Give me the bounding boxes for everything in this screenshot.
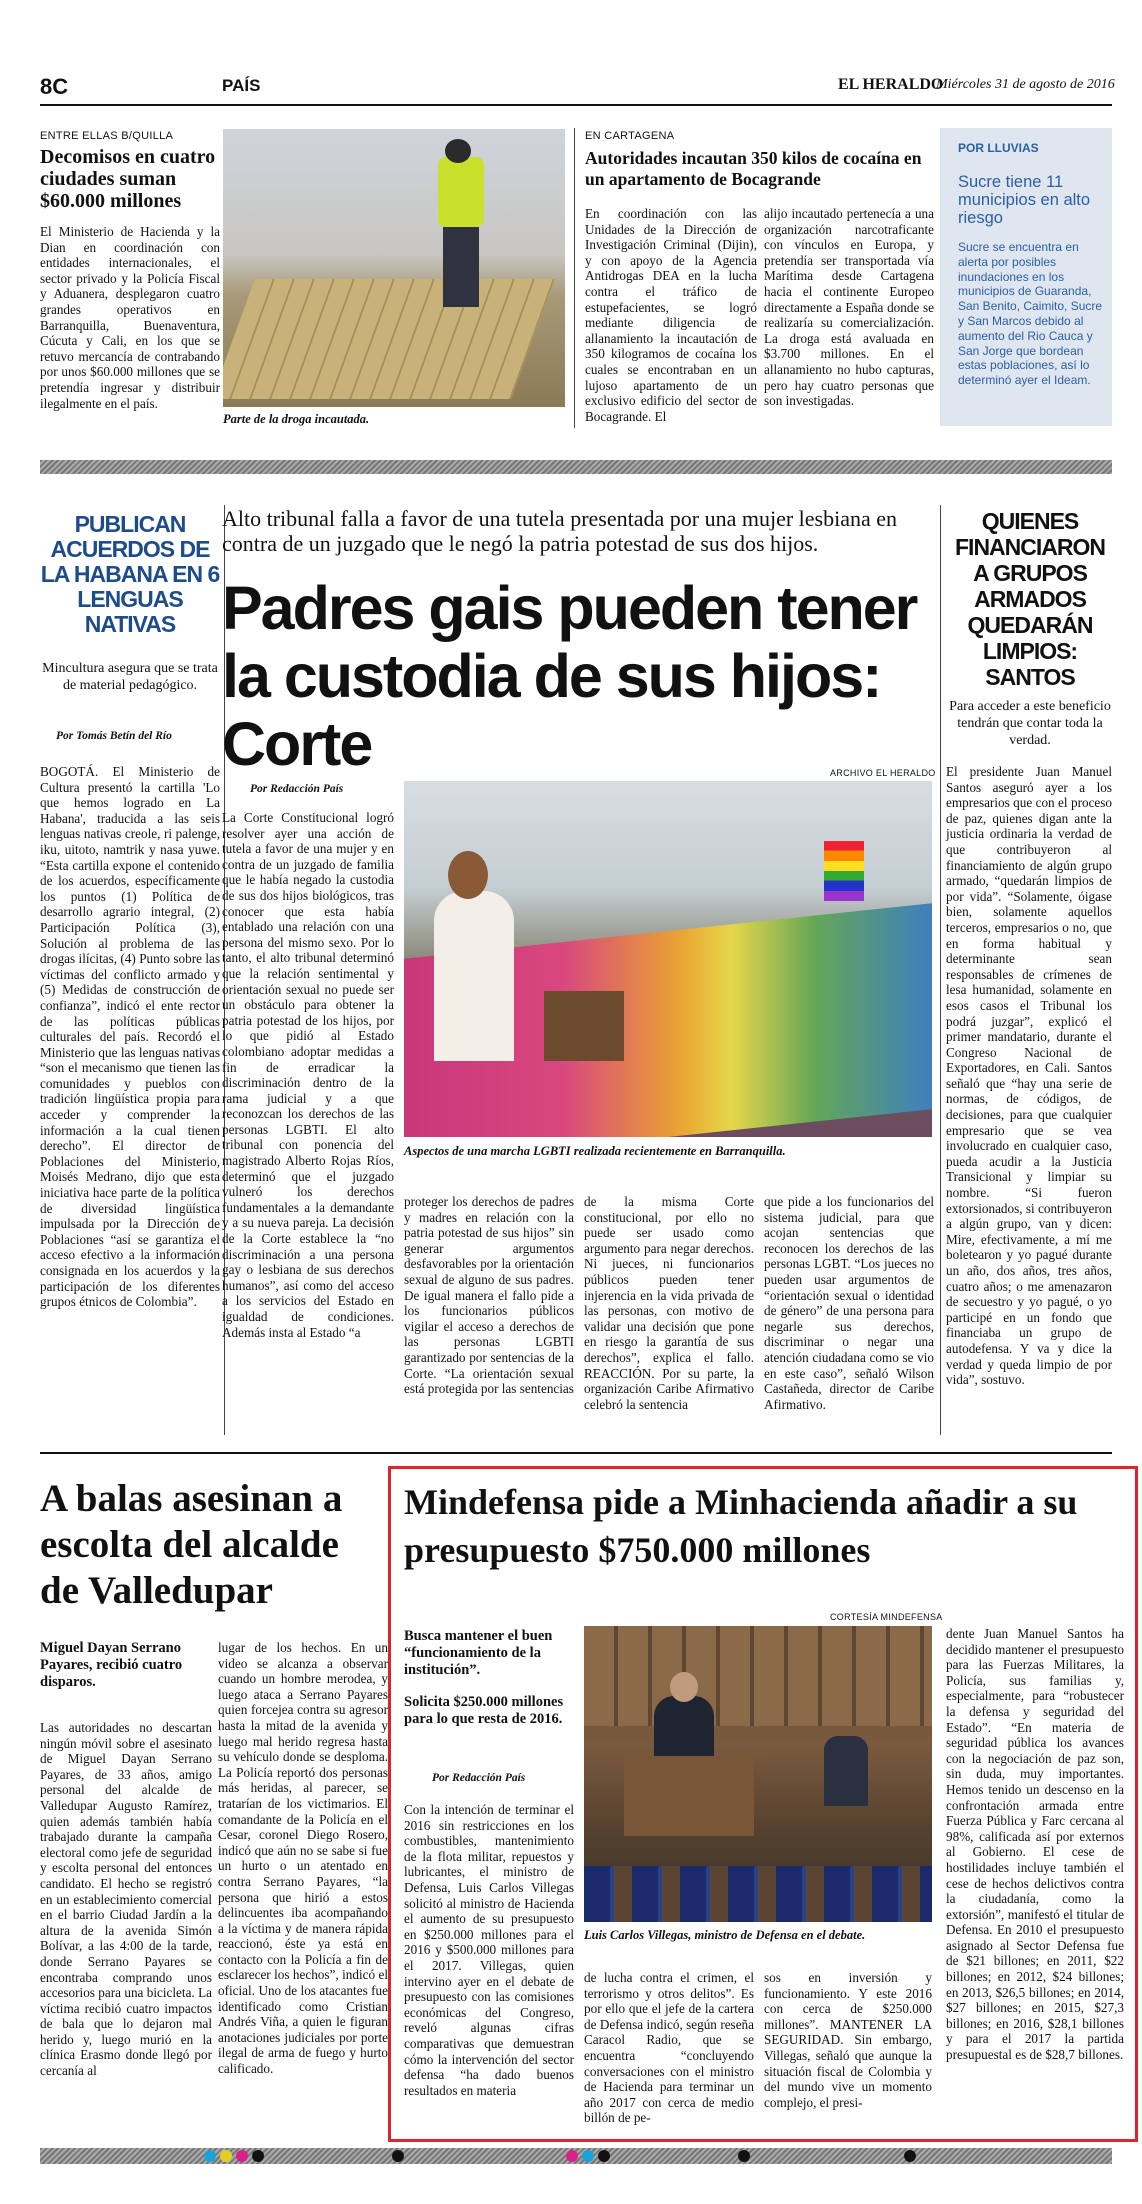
padres-col-4: que pide a los funcionarios del sistema judicial, para que acojan sentencias que reconocen los derechos de las personas LGBT. “Los jueces no pueden usar argumentos de “orientación sexual o identidad de género” de una persona para negarle sus derechos, discriminar o negar una atención ciudadana como se vio en este caso”, señaló Wilson Castañeda, director de Caribe Afirmativo. [764,1194,934,1412]
habana-title: PUBLICAN ACUERDOS DE LA HABANA EN 6 LENGUAS NATIVAS [40,511,220,637]
registration-mark [738,2150,750,2162]
mindefensa-col-3: sos en inversión y funcionamiento. Y este 2016 con cerca de $250.000 millones”. MANTENER LA SEGURIDAD. Sin embargo, Villegas, señaló que aunque la situación fiscal de Colombia y del mundo vive un momento complejo, el presi- [764,1970,932,2110]
padres-col-3: de la misma Corte constitucional, por ello no puede ser usado como argumento para negar derechos. Ni jueces, ni funcionarios públicos pueden tener injerencia en la vida privada de las personas, con motivo de validar una decisión que pone en riesgo la garantía de sus derechos”, explica el fallo. REACCIÓN. Por su parte, la organización Caribe Afirmativo celebró la sentencia [584,1194,754,1412]
financiaron-title: QUIENES FINANCIARON A GRUPOS ARMADOS QUEDARÁN LIMPIOS: SANTOS [955,508,1105,690]
registration-mark [582,2150,594,2162]
issue-date: Miércoles 31 de agosto de 2016 [936,77,1115,92]
padres-deck: Alto tribunal falla a favor de una tutela presentada por una mujer lesbiana en contra de un juzgado que le negó la patria potestad de sus dos hijos. [222,506,898,556]
balas-col-1: Las autoridades no descartan ningún móvil sobre el asesinato de Miguel Dayan Serrano Payares, de 33 años, amigo personal del alcalde de Valledupar Augusto Ramírez, quien además también había trabajado durante la campaña electoral como jefe de seguridad y escolta personal del entonces candidato. El hecho se registró en un establecimiento comercial en el barrio Ciudad Jardín a la altura de la avenida Simón Bolívar, a las 4:00 de la tarde, donde Serrano Payares se encontraba comprando unos accesorios para una bicicleta. La víctima recibió cuatro impactos de bala que lo dejaron mal herido y, luego murió en la clínica Erasmo donde llegó por cercanía al [40,1720,212,2079]
registration-mark [204,2150,216,2162]
mindefensa-col-4: dente Juan Manuel Santos ha decidido mantener el presupuesto para las Fuerzas Militares, la Policía, sus familias y, especialmente, para “robustecer la defensa y seguridad del Estado”. “En materia de seguridad pública los avances con la negociación de paz son, sin duda, muy importantes. Hemos tenido un descenso en la confrontación armada entre Fuerza Pública y Farc cercana al 98%, calificada así por externos al Gobierno. El cese de hostilidades incluye también el cese de hechos delictivos contra la ciudadanía, como la extorsión”, manifestó el titular de Defensa. En 2010 el presupuesto asignado al Sector Defensa fue de $21 billones; en 2011, $22 billones; en 2012, $24 billones; en 2013, $26,5 billones; en 2014, $27 billones; en 2015, $27,3 billones; en 2016, $28,1 billones y para el 2017 la partida presupuestal es de $28,7 billones. [946,1626,1124,2063]
page-number: 8C [40,74,69,99]
habana-byline: Por Tomás Betín del Río [56,730,172,742]
cocaina-title: Autoridades incautan 350 kilos de cocaína en un apartamento de Bocagrande [585,148,922,189]
mindefensa-byline: Por Redacción País [432,1772,526,1784]
padres-col-2: proteger los derechos de padres y madres en relación con la patria potestad de sus hijos” sin generar argumentos desfavorables por la orientación sexual de alguno de sus padres. De igual manera el fallo pide a los funcionarios públicos vigilar el acceso a derechos de las personas LGBTI garantizado por sentencias de la Corte. “La orientación sexual está protegida por las sentencias [404,1194,574,1397]
cocaina-col-2: alijo incautado pertenecía a una organización narcotraficante con vínculos en Europa, y pretendía ser transportada vía Marítima desde Cartagena hacia el continente Europeo directamente a España donde se realizaría su comercialización. La droga está avaluada en $3.700 millones. En el allanamiento no hubo capturas, pero hay cuatro personas que son investigadas. [764,206,934,409]
lluvias-kicker: POR LLUVIAS [958,141,1039,155]
mindefensa-photo-credit: CORTESÍA MINDEFENSA [830,1612,943,1622]
drug-photo [223,129,565,407]
mindefensa-headline: Mindefensa pide a Minhacienda añadir a su presupuesto $750.000 millones [404,1482,1078,1570]
lluvias-title: Sucre tiene 11 municipios en alto riesgo [958,173,1091,227]
registration-mark [598,2150,610,2162]
registration-mark [566,2150,578,2162]
mindefensa-lede: Busca mantener el buen “funcionamiento de la institución”. [404,1628,553,1678]
registration-mark [252,2150,264,2162]
padres-photo-credit: ARCHIVO EL HERALDO [830,768,936,778]
lgbti-march-photo [404,781,932,1137]
mindefensa-lede-2: Solicita $250.000 millones para lo que resta de 2016. [404,1694,564,1727]
lower-section-rule [40,1452,1112,1454]
decomisos-kicker: ENTRE ELLAS B/QUILLA [40,130,174,142]
lluvias-body: Sucre se encuentra en alerta por posibles inundaciones en los municipios de Guaranda, San Benito, Caimito, Sucre y San Marcos debido al aumento del Rio Cauca y San Jorge que bordean estas poblaciones, así lo determinó ayer el Ideam. [958,240,1103,388]
column-divider [940,505,941,1435]
padres-col-1: La Corte Constitucional logró resolver ayer una acción de tutela a favor de una mujer y en contra de un juzgado de familia que le había negado la custodia de sus dos hijos biológicos, tras conocer que esta había entablado una relación con una persona del mismo sexo. Por lo tanto, el alto tribunal determinó que la relación sentimental y orientación sexual no puede ser un obstáculo para obtener la patria potestad de los hijos, por lo que pidió al Estado colombiano adoptar medidas a fin de erradicar la discriminación dentro de la rama judicial y a que reconozcan los derechos de las personas LGBTI. El alto tribunal con ponencia del magistrado Alberto Rojas Ríos, determinó que el juzgado vulneró los derechos fundamentales a la demandante y a su nueva pareja. La decisión de la Corte establece la “no discriminación a una persona gay o lesbiana de sus derechos humanos”, así como del acceso a los servicios del Estado en igualdad de condiciones. Además insta al Estado “a [222,810,394,1340]
registration-mark [392,2150,404,2162]
registration-mark [904,2150,916,2162]
column-divider [574,128,575,428]
habana-subtitle: Mincultura asegura que se trata de material pedagógico. [42,661,218,693]
registration-mark [220,2150,232,2162]
balas-headline: A balas asesinan a escolta del alcalde de Valledupar [40,1477,343,1612]
decomisos-body: El Ministerio de Hacienda y la Dian en coordinación con entidades internacionales, el sector privado y la Policía Fiscal y Aduanera, desplegaron cuatro grandes operativos en Barranquilla, Buenaventura, Cúcuta y Cali, en los que se retuvo mercancía de contrabando por unos $60.000 millones que se pretendía ingresar y distribuir ilegalmente en el país. [40,224,220,411]
decomisos-title: Decomisos en cuatro ciudades suman $60.000 millones [40,146,216,212]
habana-body: BOGOTÁ. El Ministerio de Cultura presentó la cartilla 'Lo que hemos logrado en La Habana', traducida a las seis lenguas nativas creole, ri palenge, iku, uitoto, namtrik y nasa yuwe. “Esta cartilla expone el contenido de los acuerdos, específicamente los puntos (1) Política de desarrollo agrario integral, (2) Participación Política (3), Solución al problema de las drogas ilícitas, (4) Punto sobre las víctimas del conflicto armado y (5) Medidas de construcción de confianza”, indicó el ente rector de las políticas públicas culturales del país. Recordó el Ministerio que las lenguas nativas “son el mecanismo que tienen las comunidades y pueblos con tradición lingüística propia para acceder y comprender la información a la cual tienen derecho”. El director de Poblaciones del Ministerio, Moisés Medrano, dijo que esta iniciativa hace parte de la política de diversidad lingüística impulsada por la Dirección de Poblaciones “así se garantiza el acceso efectivo a la información consignada en los acuerdos y la participación de los diferentes grupos étnicos de Colombia”. [40,764,220,1310]
paper-name: EL HERALDO [838,76,944,93]
registration-mark [236,2150,248,2162]
balas-col-2: lugar de los hechos. En un video se alcanza a observar cuando un hombre merodea, y luego ataca a Serrano Payares quien forcejea contra su agresor hasta la mitad de la avenida y luego mal herido regresa hasta su vehículo donde se desploma. La Policía reportó dos personas más heridas, al parecer, se tratarían de los victimarios. El comandante de la Policía en el Cesar, coronel Diego Rosero, indicó que aún no se sabe si fue un hurto o un atentado en contra Serrano Payares, “la persona que hirió a estos delincuentes iba acompañando a la víctima y de manera rápida reaccionó, éste ya está en contacto con la Policía a fin de esclarecer los hechos”, indicó el oficial. Uno de los atacantes fue identificado como Cristian Andrés Viña, a quien le figuran anotaciones judiciales por porte ilegal de arma de fuego y hurto calificado. [218,1640,388,2077]
cocaina-col-1: En coordinación con las Unidades de la Dirección de Investigación Criminal (Dijin), y con apoyo de la Agencia Antidrogas DEA en la lucha contra el tráfico de estupefacientes, se logró mediante diligencia de allanamiento la incautación de 350 kilogramos de cocaína los cuales se encontraban en un lujoso apartamento de un exclusivo edificio del sector de Bocagrande. El [585,206,757,424]
padres-caption: Aspectos de una marcha LGBTI realizada recientemente en Barranquilla. [404,1144,786,1158]
mindefensa-col-1: Con la intención de terminar el 2016 sin restricciones en los combustibles, mantenimiento de la flota militar, repuestos y lubricantes, el ministro de Defensa, Luis Carlos Villegas solicitó al ministro de Hacienda el aumento de su presupuesto en $250.000 millones para el 2016 y $500.000 millones para el 2017. Villegas, quien intervino ayer en el debate de presupuesto con las comisiones económicas del Congreso, reveló algunas cifras comparativas que demuestran cómo la intervención del sector defensa “ha dado buenos resultados en materia [404,1802,574,2098]
financiaron-subtitle: Para acceder a este beneficio tendrán que contar toda la verdad. [949,699,1111,748]
financiaron-body: El presidente Juan Manuel Santos aseguró ayer a los empresarios que con el proceso de paz, quienes digan ante la justicia ordinaria la verdad de que contribuyeron al financiamiento de algún grupo armado, “quedarán limpios de por vida”. “Solamente, óigase bien, solamente aquellos terceros, empresarios o no, que en forma habitual y determinante sean responsables de crímenes de lesa humanidad, solamente en esos casos el Tribunal los podrá juzgar”, explicó el primer mandatario, durante el Congreso Nacional de Exportadores, en Cali. Santos señaló que “hay una serie de normas, de códigos, de decisiones, para que cualquier empresario que se vea involucrado en cualquier caso, pueda acudir a la Justicia Transicional y limpiar su nombre. “Si fueron extorsionados, si contribuyeron a algún grupo, van y dicen: Mire, efectivamente, a mí me boletearon y yo pagué durante un año, dos años, tres años, cuatro años; o me amenazaron de secuestro y yo pagué, o yo participé en un fondo que financiaba un grupo de autodefensa. Y va y dice la verdad y queda limpio de por vida”, sostuvo. [946,764,1112,1388]
congress-debate-photo [584,1626,932,1922]
header-rule [40,104,1112,106]
section-divider-stripe [40,460,1112,474]
mindefensa-caption: Luis Carlos Villegas, ministro de Defensa en el debate. [584,1928,866,1942]
cocaina-kicker: EN CARTAGENA [585,130,675,142]
decomisos-caption: Parte de la droga incautada. [223,412,370,426]
mindefensa-col-2: de lucha contra el crimen, el terrorismo y otros delitos”. Es por ello que el jefe de la cartera de Defensa indicó, según reseña Caracol Radio, que se encuentra “concluyendo conversaciones con el ministro de Hacienda para terminar un año 2017 con cerca de medio billón de pe- [584,1970,754,2126]
padres-byline: Por Redacción País [250,783,344,795]
section-name: PAÍS [222,76,261,95]
padres-headline: Padres gais pueden tener la custodia de sus hijos: Corte [222,574,917,778]
balas-subtitle: Miguel Dayan Serrano Payares, recibió cuatro disparos. [40,1640,183,1690]
